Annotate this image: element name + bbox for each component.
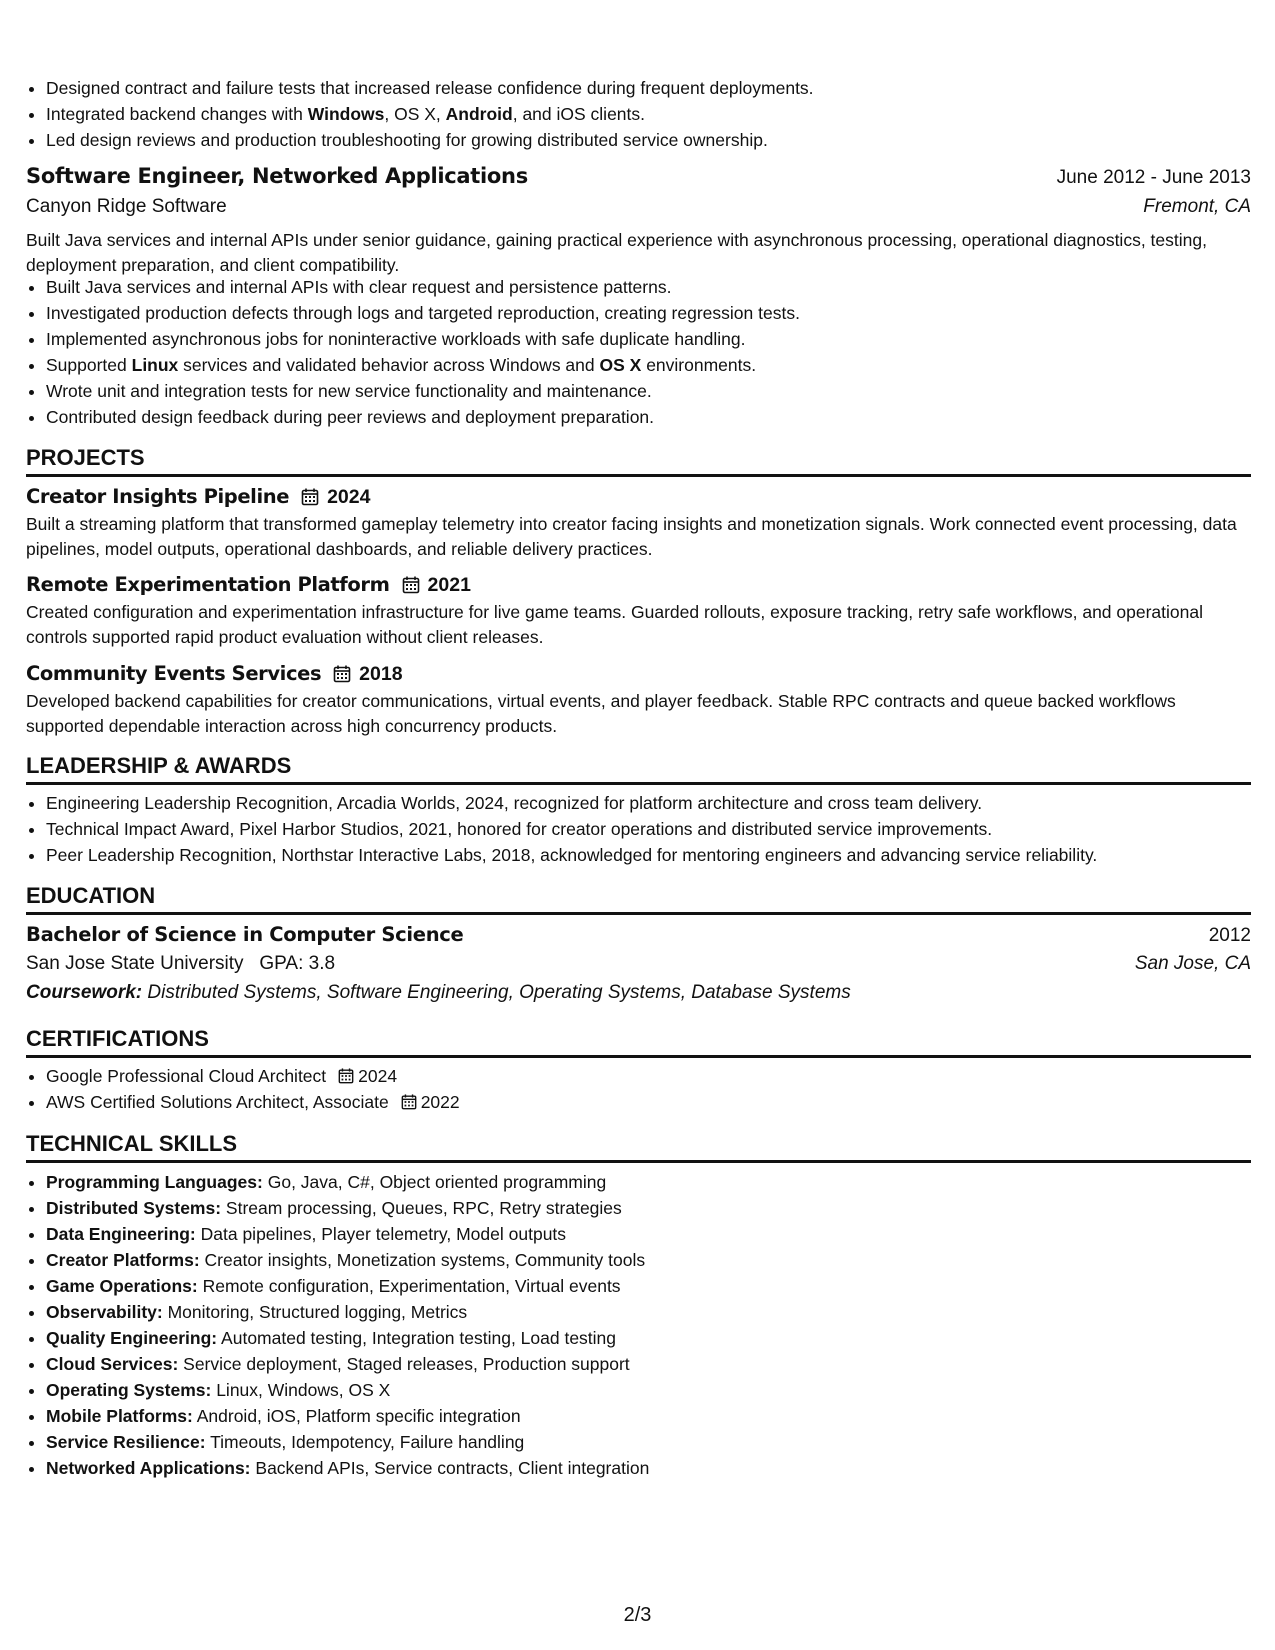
- skill-values: Go, Java, C#, Object oriented programming: [267, 1172, 607, 1192]
- skill-category: Distributed Systems:: [46, 1198, 222, 1218]
- education-subheader: [26, 950, 1251, 978]
- degree-title: Bachelor of Science in Computer Science: [26, 923, 464, 946]
- bullet-text: Integrated backend changes with: [46, 104, 308, 124]
- bullet-text: Contributed design feedback during peer reviews and deployment preparation.: [46, 407, 655, 427]
- project-description: Built a streaming platform that transformed gameplay telemetry into creator facing insights and monetization signals. Work connected event processing, data pipelines, model outputs, operational dashboards, and reliable delivery practices.: [26, 514, 1237, 559]
- skill-item: [46, 1325, 1251, 1351]
- bullet-item: [46, 378, 1251, 404]
- leadership-heading: LEADERSHIP & AWARDS: [26, 753, 1251, 785]
- skill-category: Creator Platforms:: [46, 1250, 200, 1270]
- calendar-icon: [333, 665, 351, 683]
- bullet-text: Supported: [46, 355, 132, 375]
- skill-item: [46, 1429, 1251, 1455]
- bullet-item: [46, 300, 1251, 326]
- role-location: Fremont, CA: [1143, 196, 1251, 217]
- school-location: San Jose, CA: [1134, 953, 1251, 974]
- skills-list: [26, 1169, 1251, 1481]
- project-header: [26, 572, 1251, 598]
- project-title: Creator Insights Pipeline: [26, 485, 290, 508]
- certification-name: Google Professional Cloud Architect: [46, 1066, 327, 1086]
- award-item: • Engineering Leadership Recognition, Arcadia Worlds, 2024, recognized for platform architecture and cross team delivery.: [46, 790, 1251, 816]
- skills-heading: TECHNICAL SKILLS: [26, 1131, 1251, 1163]
- skill-category: Data Engineering:: [46, 1224, 196, 1244]
- bullet-item: [46, 326, 1251, 352]
- skill-values: Data pipelines, Player telemetry, Model outputs: [200, 1224, 567, 1244]
- bullet-text: , OS X,: [384, 104, 446, 124]
- skill-item: [46, 1299, 1251, 1325]
- award-item: • Technical Impact Award, Pixel Harbor Studios, 2021, honored for creator operations and distributed service improvements.: [46, 816, 1251, 842]
- resume-page: [26, 0, 1251, 1650]
- skill-category: Observability:: [46, 1302, 163, 1322]
- bullet-text: Wrote unit and integration tests for new service functionality and maintenance.: [46, 381, 652, 401]
- skill-item: [46, 1247, 1251, 1273]
- project-title: Community Events Services: [26, 662, 322, 685]
- calendar-icon: [301, 488, 319, 506]
- bullet-text: environments.: [641, 355, 757, 375]
- bold-term: OS X: [599, 355, 642, 375]
- project-description: Created configuration and experimentation infrastructure for live game teams. Guarded rollouts, exposure tracking, retry safe workflows, and operational controls supported rapid product evaluation without client releases.: [26, 602, 1203, 647]
- bold-term: Windows: [307, 104, 385, 124]
- certification-item: [46, 1063, 1251, 1089]
- skill-category: Cloud Services:: [46, 1354, 179, 1374]
- skill-category: Game Operations:: [46, 1276, 198, 1296]
- bullet-text: Investigated production defects through logs and targeted reproduction, creating regression tests.: [46, 303, 800, 323]
- skill-category: Operating Systems:: [46, 1380, 212, 1400]
- skill-values: Stream processing, Queues, RPC, Retry strategies: [225, 1198, 622, 1218]
- bullet-item: [46, 352, 1251, 378]
- role-summary: Built Java services and internal APIs under senior guidance, gaining practical experience with asynchronous processing, operational diagnostics, testing, deployment preparation, and client compatibility.: [26, 230, 1207, 275]
- previous-role-bullets: [26, 75, 1251, 153]
- bullet-item: [46, 404, 1251, 430]
- project-item: [26, 572, 1251, 649]
- award-item: • Peer Leadership Recognition, Northstar Interactive Labs, 2018, acknowledged for mentoring engineers and advancing service reliability.: [46, 842, 1251, 868]
- education-header: [26, 921, 1251, 950]
- skill-category: Programming Languages:: [46, 1172, 263, 1192]
- education-heading: EDUCATION: [26, 883, 1251, 915]
- skill-values: Backend APIs, Service contracts, Client integration: [255, 1458, 650, 1478]
- bullet-text: Designed contract and failure tests that increased release confidence during frequent deployments.: [46, 78, 814, 98]
- skill-item: [46, 1455, 1251, 1481]
- skill-category: Quality Engineering:: [46, 1328, 218, 1348]
- role-subheader: [26, 193, 1251, 221]
- project-item: [26, 661, 1251, 738]
- skill-values: Automated testing, Integration testing, Load testing: [221, 1328, 617, 1348]
- bullet-item: [46, 127, 1251, 153]
- certification-year: 2024: [358, 1066, 398, 1086]
- skill-item: [46, 1221, 1251, 1247]
- projects-heading: PROJECTS: [26, 445, 1251, 477]
- project-item: [26, 484, 1251, 561]
- project-year: 2018: [359, 663, 403, 685]
- skill-item: [46, 1377, 1251, 1403]
- bullet-item: [46, 101, 1251, 127]
- bullet-text: , and iOS clients.: [512, 104, 646, 124]
- calendar-icon: [401, 1094, 417, 1110]
- project-header: [26, 661, 1251, 687]
- bullet-text: Led design reviews and production troubleshooting for growing distributed service ownership.: [46, 130, 768, 150]
- bullet-text: Built Java services and internal APIs with clear request and persistence patterns.: [46, 277, 672, 297]
- calendar-icon: [402, 576, 420, 594]
- skill-item: [46, 1273, 1251, 1299]
- skill-values: Remote configuration, Experimentation, Virtual events: [202, 1276, 621, 1296]
- skill-item: [46, 1403, 1251, 1429]
- company-name: Canyon Ridge Software: [26, 196, 227, 217]
- calendar-icon: [338, 1068, 354, 1084]
- page-number: 2/3: [623, 1604, 652, 1626]
- skill-item: [46, 1195, 1251, 1221]
- role-header: [26, 162, 1251, 192]
- skill-values: Monitoring, Structured logging, Metrics: [167, 1302, 468, 1322]
- bullet-text: services and validated behavior across Windows and: [178, 355, 600, 375]
- skill-values: Android, iOS, Platform specific integration: [196, 1406, 521, 1426]
- certification-name: AWS Certified Solutions Architect, Associate: [46, 1092, 389, 1112]
- school-info: [26, 950, 335, 978]
- bold-term: Linux: [131, 355, 179, 375]
- bullet-item: [46, 274, 1251, 300]
- school-name: San Jose State University: [26, 953, 244, 974]
- bullet-text: Implemented asynchronous jobs for noninteractive workloads with safe duplicate handling.: [46, 329, 746, 349]
- certification-item: [46, 1089, 1251, 1115]
- leadership-list: [26, 790, 1251, 868]
- coursework: [26, 979, 1251, 1007]
- bullet-item: [46, 75, 1251, 101]
- role-dates: June 2012 - June 2013: [1056, 167, 1251, 188]
- skill-values: Linux, Windows, OS X: [216, 1380, 391, 1400]
- skill-values: Timeouts, Idempotency, Failure handling: [210, 1432, 525, 1452]
- certification-year: 2022: [420, 1092, 460, 1112]
- role-title: Software Engineer, Networked Applications: [26, 164, 528, 188]
- project-year: 2024: [327, 486, 371, 508]
- project-year: 2021: [427, 574, 471, 596]
- role-bullets: [26, 274, 1251, 430]
- certifications-list: [26, 1063, 1251, 1115]
- skill-category: Networked Applications:: [46, 1458, 251, 1478]
- skill-item: [46, 1351, 1251, 1377]
- skill-category: Service Resilience:: [46, 1432, 206, 1452]
- bold-term: Android: [445, 104, 513, 124]
- project-title: Remote Experimentation Platform: [26, 573, 390, 596]
- coursework-list: Distributed Systems, Software Engineering, Operating Systems, Database Systems: [147, 982, 851, 1003]
- gpa: GPA: 3.8: [259, 953, 336, 974]
- coursework-label: Coursework:: [26, 982, 143, 1003]
- project-description: Developed backend capabilities for creator communications, virtual events, and player feedback. Stable RPC contracts and queue backed workflows supported dependable interaction across high concurrency products.: [26, 691, 1176, 736]
- skill-values: Creator insights, Monetization systems, Community tools: [204, 1250, 646, 1270]
- skill-item: [46, 1169, 1251, 1195]
- certifications-heading: CERTIFICATIONS: [26, 1026, 1251, 1058]
- project-header: [26, 484, 1251, 510]
- skill-values: Service deployment, Staged releases, Production support: [183, 1354, 630, 1374]
- skill-category: Mobile Platforms:: [46, 1406, 193, 1426]
- graduation-year: 2012: [1208, 925, 1251, 946]
